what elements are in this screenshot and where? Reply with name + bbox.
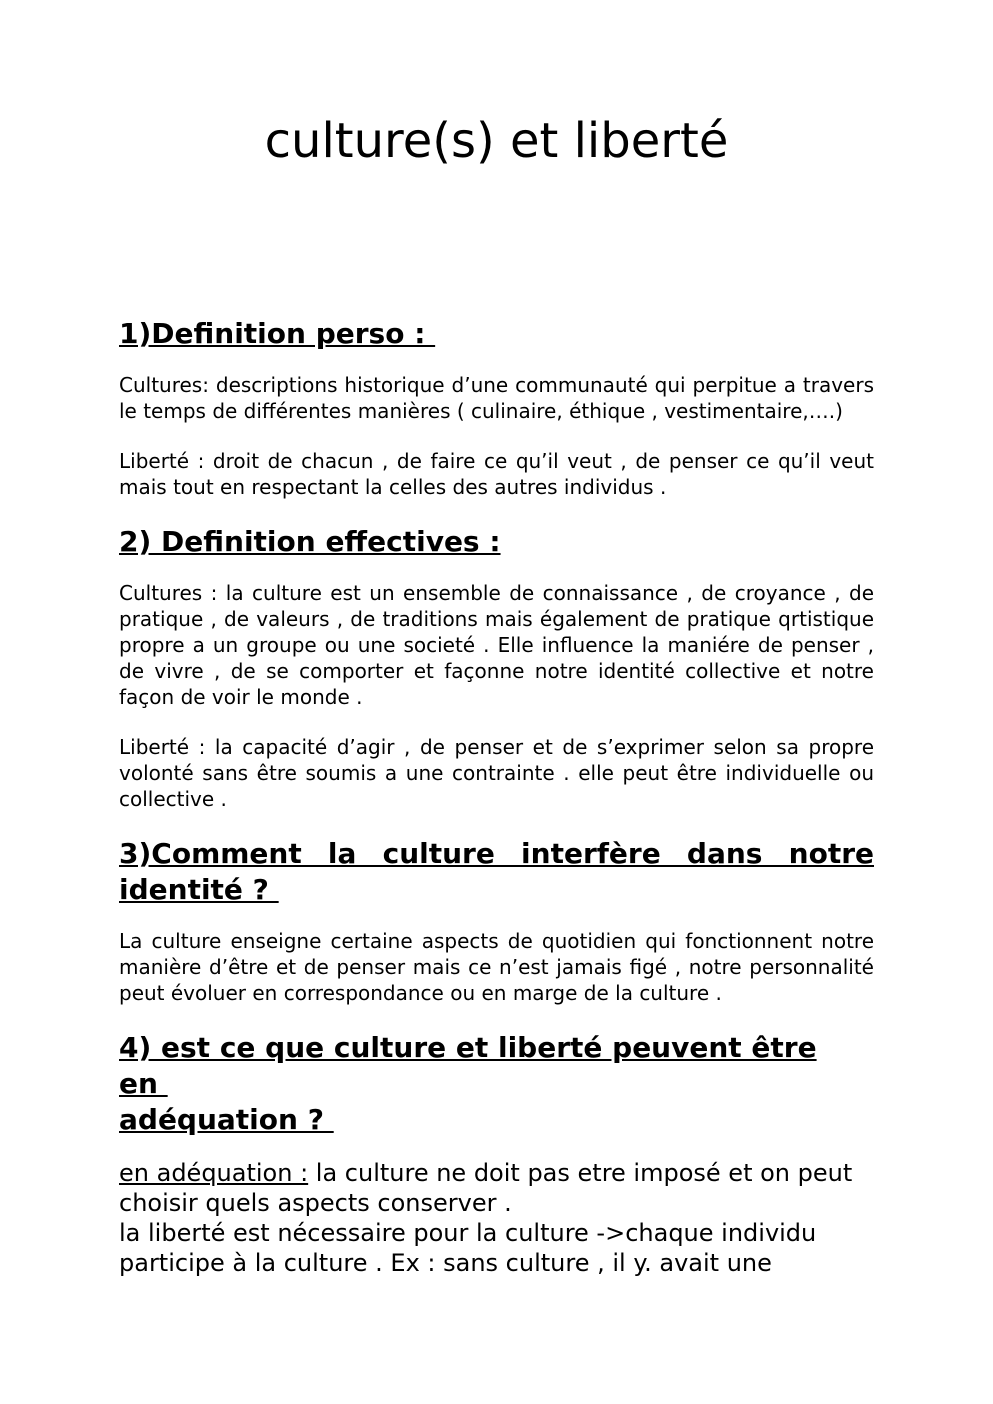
- section-1-heading: [119, 316, 874, 352]
- section-3-heading: [119, 836, 874, 908]
- section-4-heading: [119, 1030, 874, 1138]
- section-3-heading-line-2: identité ?: [119, 873, 279, 906]
- document-title: culture(s) et liberté: [264, 113, 729, 169]
- section-3-heading-line-1: 3)Comment la culture interfère dans notre: [119, 837, 874, 870]
- section-2-paragraph-liberte: Liberté : la capacité d’agir , de penser et de s’exprimer selon sa propre volonté sans être soumis a une contrainte . elle peut être individuelle ou collective .: [119, 735, 874, 811]
- section-2-paragraph-cultures: Cultures : la culture est un ensemble de connaissance , de croyance , de pratique , de valeurs , de traditions mais également de pratique qrtistique propre a un groupe ou une societé . Elle influence la maniére de penser , de vivre , de se comporter et façonne notre identité collective et notre façon de voir le monde .: [119, 581, 874, 709]
- answer-line-2: choisir quels aspects conserver .: [119, 1189, 512, 1217]
- section-4-heading-line-1: 4) est ce que culture et liberté peuvent être en: [119, 1031, 817, 1100]
- answer-line-4: participe à la culture . Ex : sans culture , il y. avait une: [119, 1249, 772, 1277]
- section-1-heading-text: 1)Definition perso :: [119, 317, 436, 350]
- section-2-heading: [119, 524, 874, 560]
- section-culture-interfere-identite: [119, 836, 874, 1006]
- section-1-paragraph-cultures: Cultures: descriptions historique d’une communauté qui perpitue a travers le temps de différentes manières ( culinaire, éthique , vestimentaire,….): [119, 373, 874, 423]
- section-culture-liberte-adequation: [119, 1030, 874, 1278]
- section-4-heading-line-2: adéquation ?: [119, 1103, 334, 1136]
- section-definition-perso: [119, 316, 874, 500]
- section-3-paragraph: La culture enseigne certaine aspects de quotidien qui fonctionnent notre manière d’être et de penser mais ce n’est jamais figé , notre personnalité peut évoluer en correspondance ou en marge de la culture .: [119, 929, 874, 1005]
- section-4-answer: [119, 1158, 874, 1278]
- section-definition-effectives: [119, 524, 874, 812]
- answer-lead-underlined: en adéquation :: [119, 1159, 309, 1187]
- section-1-paragraph-liberte: Liberté : droit de chacun , de faire ce qu’il veut , de penser ce qu’il veut mais tout en respectant la celles des autres individus .: [119, 449, 874, 499]
- answer-line-1: [119, 1158, 874, 1188]
- answer-line-1-rest: la culture ne doit pas etre imposé et on peut: [308, 1159, 853, 1187]
- answer-line-3: la liberté est nécessaire pour la culture ->chaque individu: [119, 1219, 817, 1247]
- section-2-heading-text: 2) Definition effectives :: [119, 525, 501, 558]
